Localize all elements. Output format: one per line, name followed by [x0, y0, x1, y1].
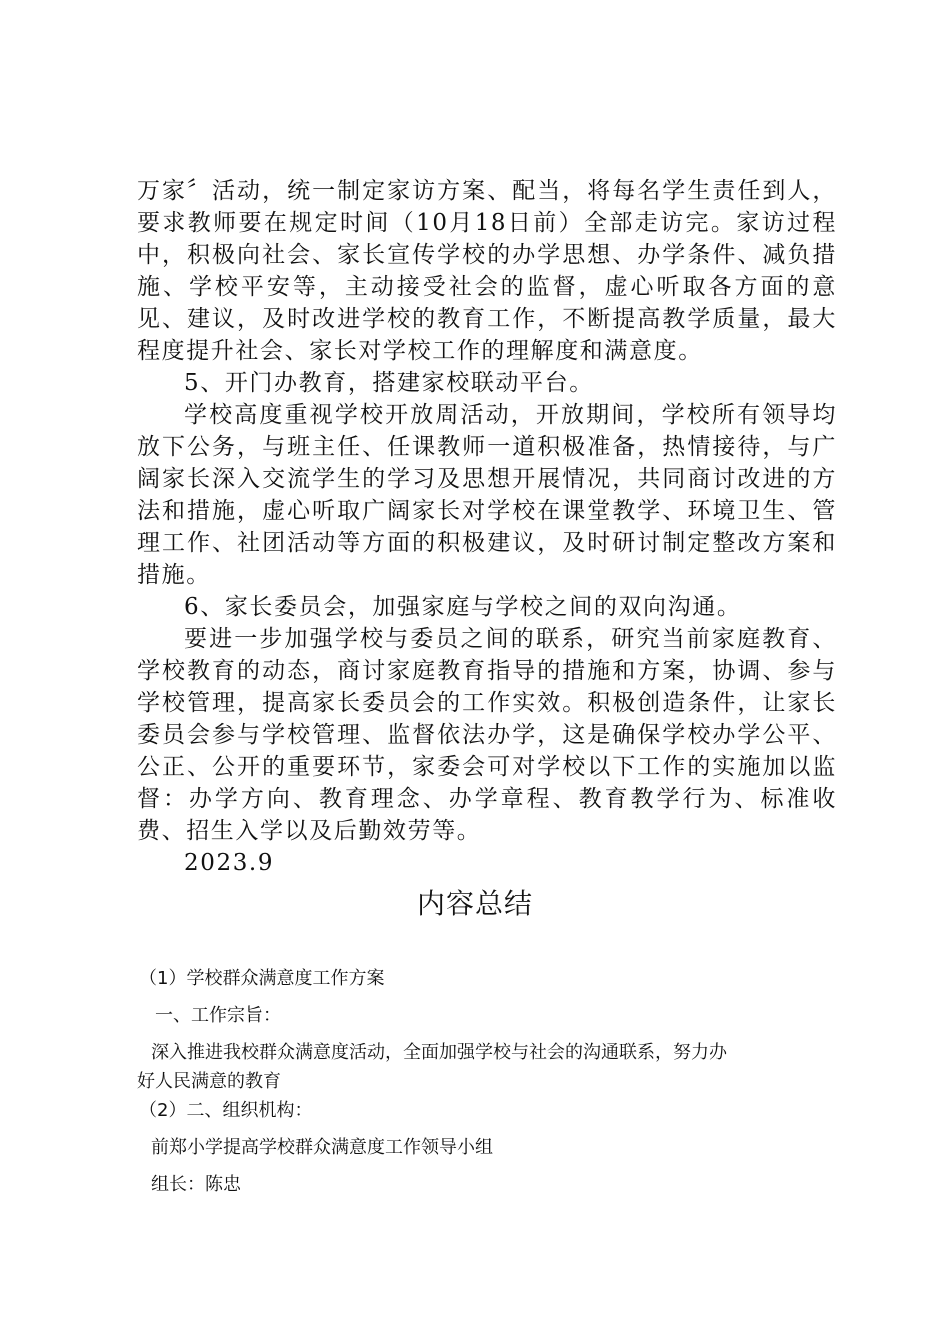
document-date: 2023.9 — [184, 850, 275, 876]
body-paragraph-home-visit: 万家〞活动，统一制定家访方案、配当，将每名学生责任到人，要求教师要在规定时间（10月18日前）全部走访完。家访过程中，积极向社会、家长宣传学校的办学思想、办学条件、减负措施、学校平安等，主动接受社会的监督，虚心听取各方面的意见、建议，及时改进学校的教育工作，不断提高教学质量，最大程度提升社会、家长对学校工作的理解度和满意度。 — [137, 178, 837, 364]
document-body — [137, 175, 837, 879]
summary-line: （2）二、组织机构： — [139, 1100, 313, 1121]
summary-line: 一、工作宗旨： — [155, 1005, 281, 1026]
summary-title: 内容总结 — [416, 887, 533, 920]
summary-line: （1）学校群众满意度工作方案 — [139, 968, 385, 989]
section-heading-6: 6、家长委员会，加强家庭与学校之间的双向沟通。 — [184, 594, 742, 620]
summary-line: 深入推进我校群众满意度活动，全面加强学校与社会的沟通联系，努力办 — [151, 1042, 727, 1063]
body-paragraph-parent-committee: 要进一步加强学校与委员之间的联系，研究当前家庭教育、学校教育的动态，商讨家庭教育指导的措施和方案，协调、参与学校管理，提高家长委员会的工作实效。积极创造条件，让家长委员会参与学校管理、监督依法办学，这是确保学校办学公平、公正、公开的重要环节，家委会可对学校以下工作的实施加以监督：办学方向、教育理念、办学章程、教育教学行为、标准收费、招生入学以及后勤效劳等。 — [137, 626, 837, 844]
summary-line: 好人民满意的教育 — [137, 1071, 281, 1092]
summary-section — [137, 964, 837, 1199]
summary-line: 前郑小学提高学校群众满意度工作领导小组 — [151, 1137, 493, 1158]
summary-line: 组长：陈忠 — [151, 1174, 241, 1195]
section-heading-5: 5、开门办教育，搭建家校联动平台。 — [184, 370, 594, 396]
body-paragraph-open-week: 学校高度重视学校开放周活动，开放期间，学校所有领导均放下公务，与班主任、任课教师一道积极准备，热情接待，与广阔家长深入交流学生的学习及思想开展情况，共同商讨改进的方法和措施，虚心听取广阔家长对学校在课堂教学、环境卫生、管理工作、社团活动等方面的积极建议，及时研讨制定整改方案和措施。 — [137, 402, 837, 588]
